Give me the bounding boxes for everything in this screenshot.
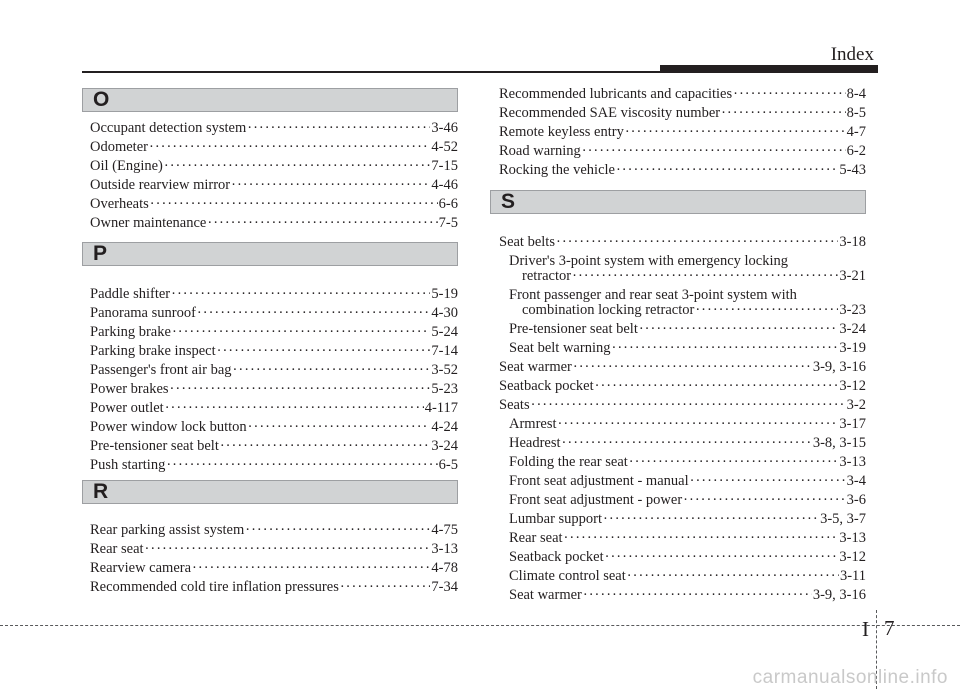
entry-label: Parking brake inspect (90, 343, 216, 359)
entry-label: Parking brake (90, 324, 171, 340)
leader-dots (690, 471, 846, 491)
entry-page: 3-9, 3-16 (812, 359, 866, 375)
entry-page: 5-23 (431, 381, 458, 397)
leader-dots (149, 137, 430, 157)
page-section-letter: I (862, 617, 869, 641)
leader-dots (171, 284, 430, 304)
entry-page: 3-6 (846, 492, 866, 508)
index-entry[interactable] (522, 300, 866, 320)
entry-page: 8-5 (846, 105, 866, 121)
index-entry[interactable] (509, 471, 866, 491)
leader-dots (340, 577, 431, 597)
watermark: carmanualsonline.info (752, 667, 948, 688)
leader-dots (625, 122, 846, 142)
leader-dots (172, 322, 430, 342)
entry-label: Seat warmer (509, 587, 582, 603)
index-entry[interactable] (509, 528, 866, 548)
index-entry[interactable] (90, 156, 458, 176)
index-entry[interactable] (509, 566, 866, 586)
leader-dots (629, 452, 839, 472)
entry-label: Folding the rear seat (509, 454, 628, 470)
entry-page: 7-14 (431, 343, 458, 359)
leader-dots (164, 156, 431, 176)
index-entry[interactable] (90, 118, 458, 138)
entry-page: 3-46 (431, 120, 458, 136)
page-number: 7 (884, 616, 895, 640)
index-entry[interactable] (509, 490, 866, 510)
entry-label: Front seat adjustment - power (509, 492, 683, 508)
entry-page: 3-13 (839, 454, 866, 470)
entry-label: Rearview camera (90, 560, 192, 576)
leader-dots (556, 232, 838, 252)
entry-page: 3-18 (839, 234, 866, 250)
leader-dots (192, 558, 430, 578)
entry-page: 6-6 (438, 196, 458, 212)
entry-label: Armrest (509, 416, 557, 432)
entry-label: Pre-tensioner seat belt (509, 321, 638, 337)
index-entry-line: Driver's 3-point system with emergency locking (509, 253, 788, 269)
entry-page: 3-4 (846, 473, 866, 489)
leader-dots (217, 341, 431, 361)
index-entry[interactable] (509, 547, 866, 567)
entry-page: 3-19 (839, 340, 866, 356)
index-entry[interactable] (90, 303, 458, 323)
leader-dots (231, 175, 430, 195)
entry-page: 3-12 (839, 378, 866, 394)
index-entry[interactable] (90, 341, 458, 361)
leader-dots (573, 357, 812, 377)
entry-label: Front seat adjustment - manual (509, 473, 689, 489)
entry-label: retractor (522, 268, 572, 284)
leader-dots (733, 84, 846, 104)
leader-dots (564, 528, 839, 548)
entry-label: Seat belts (499, 234, 555, 250)
entry-page: 4-30 (431, 305, 458, 321)
entry-page: 3-21 (839, 268, 866, 284)
entry-label: Recommended lubricants and capacities (499, 86, 733, 102)
entry-page: 4-7 (846, 124, 866, 140)
leader-dots (603, 509, 819, 529)
leader-dots (558, 414, 839, 434)
entry-label: Headrest (509, 435, 561, 451)
entry-page: 3-13 (431, 541, 458, 557)
index-entry[interactable] (90, 213, 458, 233)
entry-label: Push starting (90, 457, 166, 473)
entry-page: 4-46 (431, 177, 458, 193)
entry-label: Seat warmer (499, 359, 572, 375)
entry-label: Owner maintenance (90, 215, 207, 231)
entry-page: 3-24 (431, 438, 458, 454)
entry-label: Power outlet (90, 400, 164, 416)
index-entry[interactable] (90, 417, 458, 437)
entry-page: 3-9, 3-16 (812, 587, 866, 603)
index-entry[interactable] (499, 376, 866, 396)
leader-dots (531, 395, 846, 415)
leader-dots (721, 103, 846, 123)
entry-page: 5-43 (839, 162, 866, 178)
entry-page: 7-34 (431, 579, 458, 595)
index-entry[interactable] (90, 436, 458, 456)
leader-dots (572, 266, 838, 286)
leader-dots (233, 360, 431, 380)
entry-label: Recommended cold tire inflation pressures (90, 579, 339, 595)
entry-label: Pre-tensioner seat belt (90, 438, 219, 454)
index-entry[interactable] (90, 360, 458, 380)
entry-label: Climate control seat (509, 568, 626, 584)
footer-divider (0, 625, 960, 626)
index-entry[interactable] (509, 414, 866, 434)
entry-page: 3-2 (846, 397, 866, 413)
entry-label: Passenger's front air bag (90, 362, 232, 378)
index-entry[interactable] (90, 577, 458, 597)
entry-label: Road warning (499, 143, 581, 159)
leader-dots (683, 490, 845, 510)
index-entry[interactable] (90, 520, 458, 540)
leader-dots (595, 376, 839, 396)
leader-dots (197, 303, 431, 323)
entry-page: 8-4 (846, 86, 866, 102)
entry-label: Recommended SAE viscosity number (499, 105, 721, 121)
index-entry[interactable] (499, 141, 866, 161)
section-header-p (82, 242, 458, 266)
entry-page: 3-11 (839, 568, 866, 584)
leader-dots (207, 213, 437, 233)
leader-dots (247, 118, 430, 138)
index-entry[interactable] (499, 122, 866, 142)
index-entry[interactable] (499, 357, 866, 377)
leader-dots (165, 398, 424, 418)
section-letter: P (93, 242, 108, 265)
index-entry[interactable] (499, 395, 866, 415)
index-entry[interactable] (90, 455, 458, 475)
entry-page: 3-24 (839, 321, 866, 337)
entry-page: 3-8, 3-15 (812, 435, 866, 451)
leader-dots (170, 379, 431, 399)
entry-page: 5-24 (431, 324, 458, 340)
index-entry[interactable] (90, 558, 458, 578)
leader-dots (150, 194, 438, 214)
leader-dots (248, 417, 431, 437)
index-entry[interactable] (509, 585, 866, 605)
index-entry[interactable] (499, 232, 866, 252)
index-entry[interactable] (509, 509, 866, 529)
leader-dots (582, 141, 846, 161)
index-entry[interactable] (90, 175, 458, 195)
index-entry[interactable] (90, 137, 458, 157)
entry-page: 7-5 (438, 215, 458, 231)
entry-page: 3-12 (839, 549, 866, 565)
leader-dots (562, 433, 812, 453)
entry-label: Seatback pocket (499, 378, 594, 394)
leader-dots (616, 160, 838, 180)
entry-label: Outside rearview mirror (90, 177, 231, 193)
section-header-o (82, 88, 458, 112)
entry-page: 4-78 (431, 560, 458, 576)
section-header-s (490, 190, 866, 214)
leader-dots (605, 547, 839, 567)
entry-page: 6-2 (846, 143, 866, 159)
page-title: Index (830, 44, 874, 65)
section-header-r (82, 480, 458, 504)
entry-page: 4-52 (431, 139, 458, 155)
entry-label: Rocking the vehicle (499, 162, 615, 178)
index-entry[interactable] (509, 338, 866, 358)
index-entry[interactable] (90, 398, 458, 418)
entry-page: 3-52 (431, 362, 458, 378)
entry-label: Lumbar support (509, 511, 603, 527)
entry-page: 3-17 (839, 416, 866, 432)
entry-page: 4-24 (431, 419, 458, 435)
entry-label: Rear seat (509, 530, 563, 546)
entry-label: Panorama sunroof (90, 305, 196, 321)
index-entry[interactable] (509, 452, 866, 472)
leader-dots (611, 338, 838, 358)
leader-dots (166, 455, 437, 475)
entry-label: Overheats (90, 196, 149, 212)
entry-label: Rear seat (90, 541, 144, 557)
index-entry[interactable] (522, 266, 866, 286)
entry-label: Rear parking assist system (90, 522, 245, 538)
index-entry[interactable] (90, 194, 458, 214)
index-entry-line: Front passenger and rear seat 3-point system with (509, 287, 797, 303)
entry-label: Seat belt warning (509, 340, 611, 356)
section-letter: R (93, 480, 109, 503)
leader-dots (245, 520, 430, 540)
index-entry[interactable] (90, 284, 458, 304)
index-entry[interactable] (499, 103, 866, 123)
entry-page: 4-75 (431, 522, 458, 538)
entry-page: 3-23 (839, 302, 866, 318)
entry-label: Oil (Engine) (90, 158, 163, 174)
entry-label: Occupant detection system (90, 120, 247, 136)
index-entry[interactable] (499, 160, 866, 180)
leader-dots (639, 319, 839, 339)
entry-label: Paddle shifter (90, 286, 171, 302)
leader-dots (583, 585, 812, 605)
header-accent-bar (660, 65, 878, 73)
entry-label: Odometer (90, 139, 148, 155)
index-entry[interactable] (90, 322, 458, 342)
index-entry[interactable] (499, 84, 866, 104)
entry-label: Power window lock button (90, 419, 247, 435)
leader-dots (220, 436, 431, 456)
entry-label: Seats (499, 397, 530, 413)
entry-page: 6-5 (438, 457, 458, 473)
entry-label: Seatback pocket (509, 549, 604, 565)
entry-page: 5-19 (431, 286, 458, 302)
leader-dots (145, 539, 431, 559)
section-letter: O (93, 88, 110, 111)
section-letter: S (501, 190, 516, 213)
entry-page: 7-15 (431, 158, 458, 174)
index-entry[interactable] (90, 539, 458, 559)
entry-page: 3-5, 3-7 (820, 511, 866, 527)
index-entry[interactable] (509, 433, 866, 453)
index-entry[interactable] (509, 319, 866, 339)
index-entry[interactable] (90, 379, 458, 399)
entry-label: combination locking retractor (522, 302, 695, 318)
entry-label: Power brakes (90, 381, 169, 397)
entry-label: Remote keyless entry (499, 124, 624, 140)
leader-dots (627, 566, 839, 586)
entry-page: 3-13 (839, 530, 866, 546)
entry-page: 4-117 (424, 400, 458, 416)
leader-dots (695, 300, 838, 320)
